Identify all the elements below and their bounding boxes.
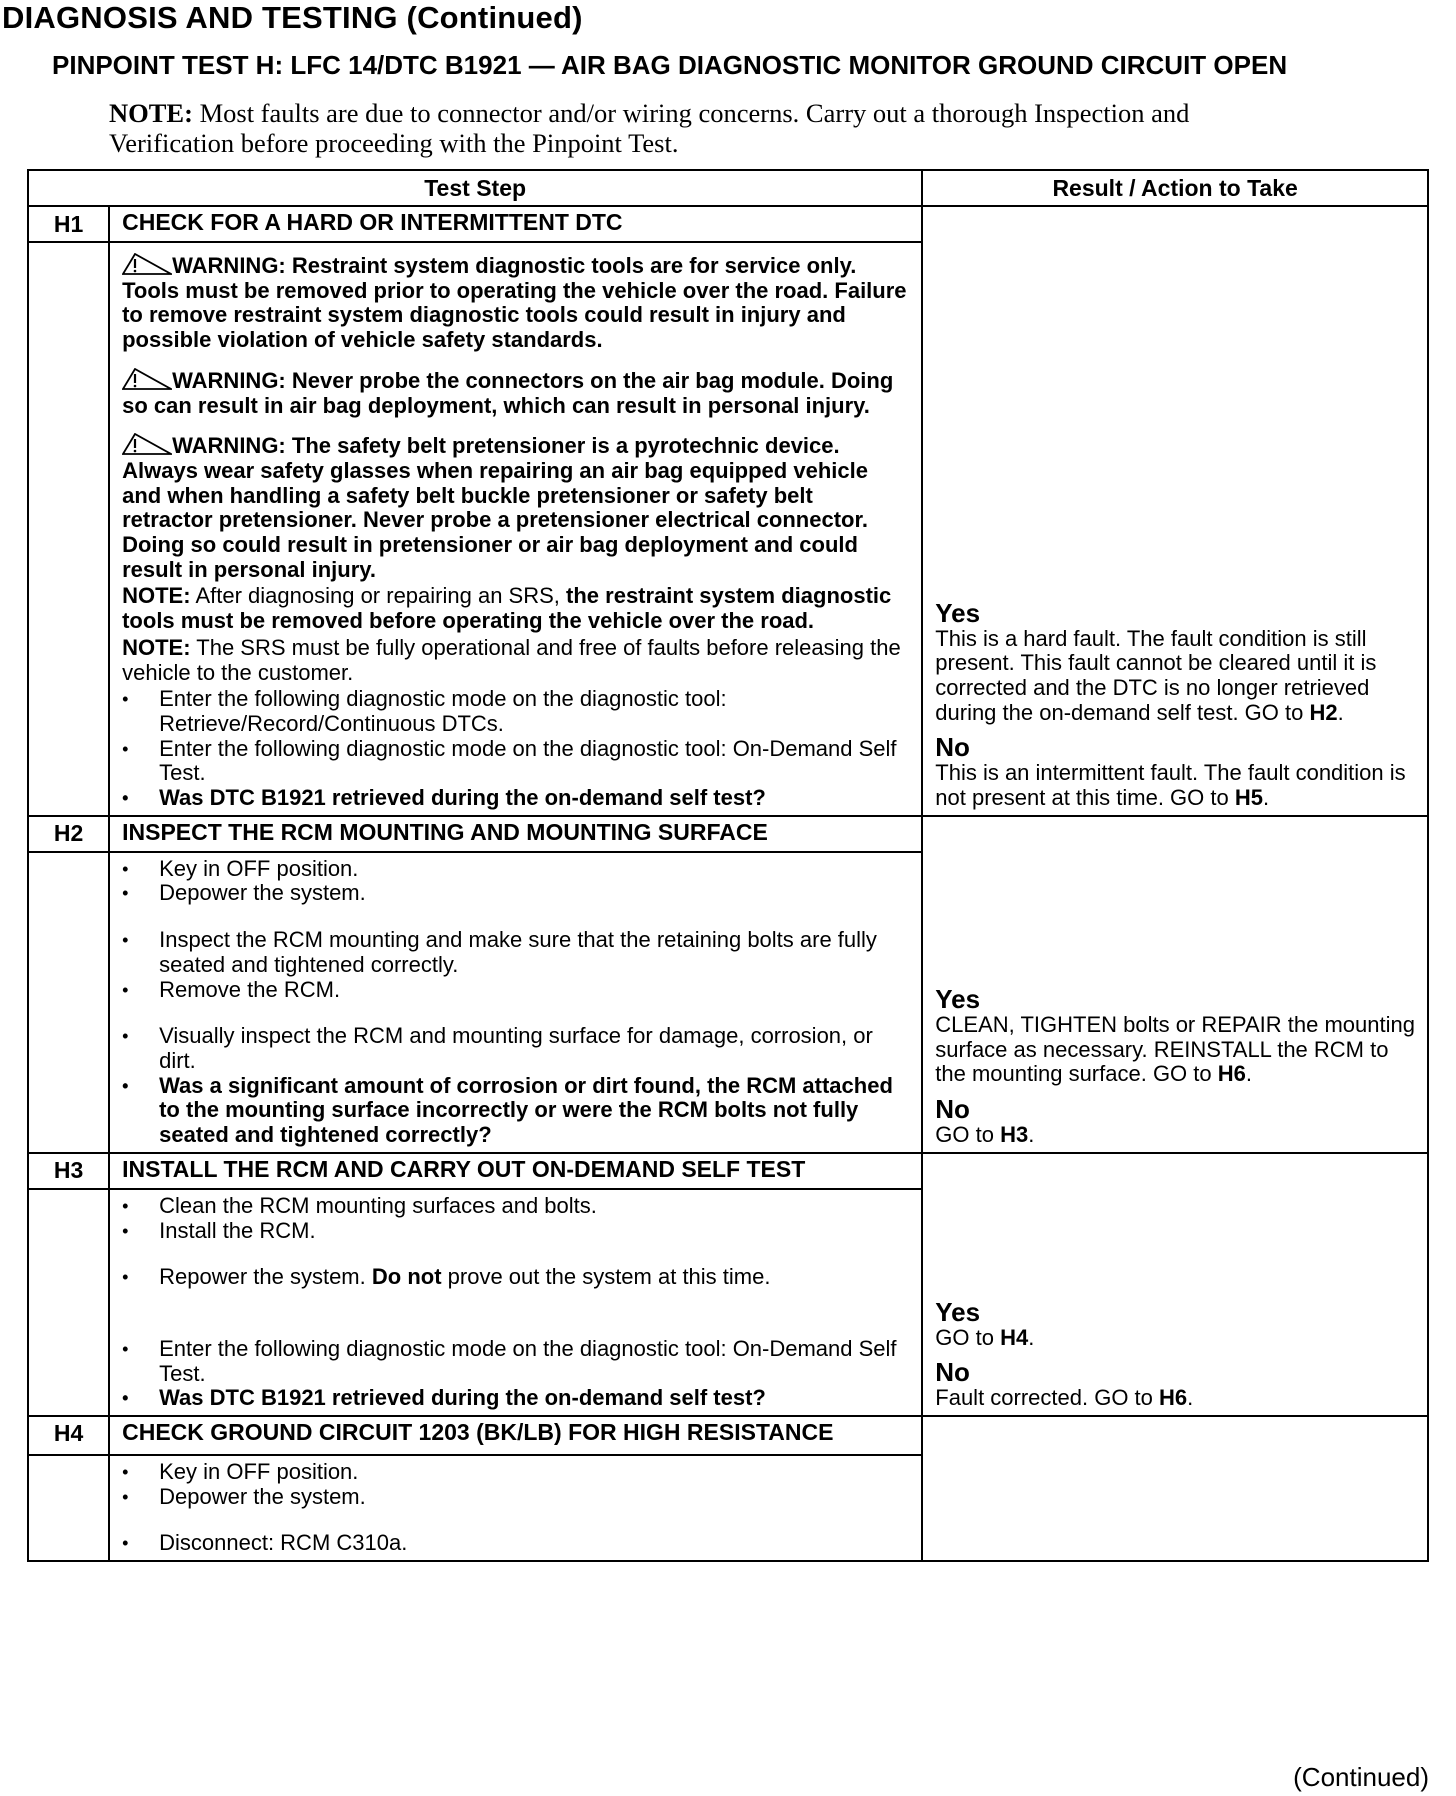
no-label: No <box>935 1357 970 1388</box>
goto-step: H6 <box>1159 1385 1188 1411</box>
step-title-h2: INSPECT THE RCM MOUNTING AND MOUNTING SURFACE <box>109 816 922 852</box>
step-h4-title-row <box>28 1416 1428 1455</box>
result-text: This is a hard fault. The fault condition is still present. This fault cannot be cleared until it is corrected and the DTC is no longer retrieved during the on-demand self test. GO to <box>935 625 1377 725</box>
list-item: • Disconnect: RCM C310a. <box>122 1531 909 1556</box>
step-h3-title-row <box>28 1153 1428 1189</box>
list-item <box>122 1265 909 1290</box>
warning-text: WARNING: The safety belt pretensioner is a pyrotechnic device. Always wear safety glasses when repairing an air bag equipped vehicle and when handling a safety belt buckle pretensioner or safety belt retractor pretensioner. Never probe a pretensioner electrical connector. Doing so could result in pretensioner or air bag deployment and could result in personal injury. <box>122 433 868 582</box>
step-title-h4: CHECK GROUND CIRCUIT 1203 (BK/LB) FOR HIGH RESISTANCE <box>109 1416 922 1455</box>
goto-step: H3 <box>1000 1122 1029 1148</box>
step-id-h4: H4 <box>28 1416 109 1455</box>
top-note-label: NOTE: <box>109 98 193 128</box>
step-list <box>122 1460 909 1556</box>
result-h3-no: No Fault corrected. GO to H6. <box>935 1358 1421 1411</box>
step-id-h2: H2 <box>28 816 109 852</box>
result-text: GO to <box>935 1122 994 1148</box>
list-item: • Remove the RCM. <box>122 978 909 1003</box>
list-item: • Key in OFF position. <box>122 857 909 882</box>
result-h4 <box>922 1416 1428 1561</box>
warning-text: WARNING: Never probe the connectors on the air bag module. Doing so can result in air bag deployment, which can result in personal injury. <box>122 367 894 418</box>
list-item-text: Repower the system. <box>159 1264 366 1290</box>
list-item: • Key in OFF position. <box>122 1460 909 1485</box>
result-h3 <box>922 1153 1428 1416</box>
step-list <box>122 1194 909 1411</box>
pinpoint-test-table <box>27 169 1429 1562</box>
note-block <box>122 584 909 633</box>
result-h2 <box>922 816 1428 1153</box>
note-text-bold: the restraint system diagnostic tools must be removed before operating the vehicle over the road. <box>122 583 892 634</box>
top-note <box>109 98 1259 158</box>
result-text: Fault corrected. GO to <box>935 1385 1153 1411</box>
step-body-h4 <box>109 1455 922 1561</box>
list-item: • Depower the system. <box>122 1485 909 1510</box>
step-list <box>122 857 909 1148</box>
warning-triangle-icon <box>122 433 172 455</box>
step-id-blank <box>28 1189 109 1416</box>
yes-label: Yes <box>935 983 981 1014</box>
list-item-text: prove out the system at this time. <box>447 1264 771 1290</box>
step-title-h3: INSTALL THE RCM AND CARRY OUT ON-DEMAND SELF TEST <box>109 1153 922 1189</box>
warning-text: WARNING: Restraint system diagnostic tools are for service only. Tools must be removed prior to operating the vehicle over the road. Failure to remove restraint system diagnostic tools could result in injury and possible violation of vehicle safety standards. <box>122 253 907 353</box>
result-text: GO to <box>935 1324 994 1350</box>
step-body-h1 <box>109 242 922 816</box>
step-list <box>122 687 909 811</box>
list-item: • Clean the RCM mounting surfaces and bolts. <box>122 1194 909 1219</box>
step-body-h3 <box>109 1189 922 1416</box>
pinpoint-test-title: PINPOINT TEST H: LFC 14/DTC B1921 — AIR BAG DIAGNOSTIC MONITOR GROUND CIRCUIT OPEN <box>52 50 1288 80</box>
result-h1-yes: Yes This is a hard fault. The fault condition is still present. This fault cannot be cleared until it is corrected and the DTC is no longer retrieved during the on-demand self test. GO to H2. <box>935 599 1421 726</box>
result-h2-no: No GO to H3. <box>935 1095 1421 1148</box>
step-id-blank <box>28 1455 109 1561</box>
list-item: • Was a significant amount of corrosion or dirt found, the RCM attached to the mounting surface incorrectly or were the RCM bolts not fully seated and tightened correctly? <box>122 1074 909 1148</box>
list-item: • Enter the following diagnostic mode on the diagnostic tool: On-Demand Self Test. <box>122 1337 909 1386</box>
step-title-h1: CHECK FOR A HARD OR INTERMITTENT DTC <box>109 206 922 242</box>
note-text: The SRS must be fully operational and free of faults before releasing the vehicle to the customer. <box>122 634 901 685</box>
continued-label: (Continued) <box>1293 1762 1429 1792</box>
result-h1 <box>922 206 1428 816</box>
goto-step: H4 <box>1000 1324 1029 1350</box>
list-item: • Enter the following diagnostic mode on the diagnostic tool: On-Demand Self Test. <box>122 737 909 786</box>
list-item-text-bold: Do not <box>371 1264 442 1290</box>
note-label: NOTE: <box>122 634 191 660</box>
note-text: After diagnosing or repairing an SRS, <box>195 583 560 609</box>
yes-label: Yes <box>935 1296 981 1327</box>
list-item: • Visually inspect the RCM and mounting surface for damage, corrosion, or dirt. <box>122 1024 909 1073</box>
warning-block <box>122 433 909 582</box>
top-note-text: Most faults are due to connector and/or wiring concerns. Carry out a thorough Inspection and Verification before proceeding with the Pinpoint Test. <box>109 98 1190 158</box>
step-h1-title-row <box>28 206 1428 242</box>
step-id-blank <box>28 242 109 816</box>
column-header-result: Result / Action to Take <box>922 170 1428 206</box>
goto-step: H6 <box>1217 1061 1246 1087</box>
step-h2-title-row <box>28 816 1428 852</box>
warning-block <box>122 368 909 418</box>
note-label: NOTE: <box>122 583 191 609</box>
result-h2-yes: Yes CLEAN, TIGHTEN bolts or REPAIR the mounting surface as necessary. REINSTALL the RCM to the mounting surface. GO to H6. <box>935 985 1421 1087</box>
no-label: No <box>935 1094 970 1125</box>
goto-step: H5 <box>1234 785 1263 811</box>
result-h3-yes: Yes GO to H4. <box>935 1298 1421 1351</box>
result-text: CLEAN, TIGHTEN bolts or REPAIR the mounting surface as necessary. REINSTALL the RCM to the mounting surface. GO to <box>935 1011 1415 1087</box>
list-item: • Install the RCM. <box>122 1219 909 1244</box>
step-id-h3: H3 <box>28 1153 109 1189</box>
column-header-test-step: Test Step <box>28 170 922 206</box>
page-title: DIAGNOSIS AND TESTING (Continued) <box>2 0 583 35</box>
list-item: • Inspect the RCM mounting and make sure that the retaining bolts are fully seated and tightened correctly. <box>122 928 909 977</box>
warning-block <box>122 253 909 353</box>
result-text: This is an intermittent fault. The fault condition is not present at this time. GO to <box>935 760 1406 811</box>
list-item: • Enter the following diagnostic mode on the diagnostic tool: Retrieve/Record/Continuous DTCs. <box>122 687 909 736</box>
goto-step: H2 <box>1309 699 1338 725</box>
warning-triangle-icon <box>122 368 172 390</box>
yes-label: Yes <box>935 597 981 628</box>
result-h1-no: No This is an intermittent fault. The fault condition is not present at this time. GO to H5. <box>935 733 1421 810</box>
step-body-h2 <box>109 852 922 1153</box>
list-item: • Was DTC B1921 retrieved during the on-demand self test? <box>122 786 909 811</box>
table-header-row <box>28 170 1428 206</box>
step-id-h1: H1 <box>28 206 109 242</box>
list-item: • Was DTC B1921 retrieved during the on-demand self test? <box>122 1386 909 1411</box>
note-block <box>122 636 909 685</box>
list-item: • Depower the system. <box>122 881 909 906</box>
no-label: No <box>935 732 970 763</box>
warning-triangle-icon <box>122 253 172 275</box>
step-id-blank <box>28 852 109 1153</box>
